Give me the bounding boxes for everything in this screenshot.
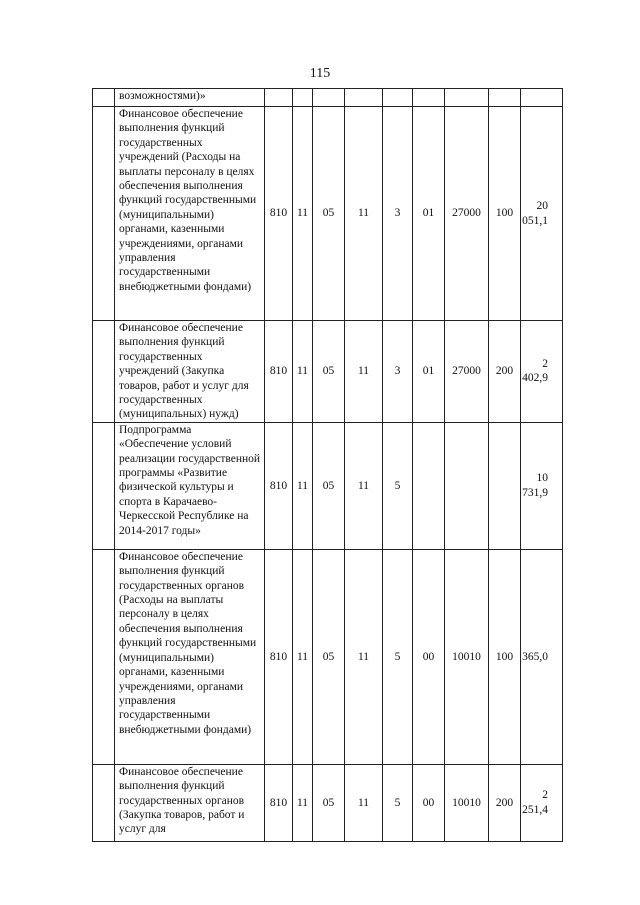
direction-cell bbox=[445, 422, 489, 549]
sum-cell: 20 051,1 bbox=[521, 107, 563, 321]
page-number: 115 bbox=[309, 66, 331, 81]
measure-cell: 00 bbox=[413, 549, 445, 764]
row-name: возможностями)» bbox=[115, 89, 265, 107]
program-cell: 11 bbox=[345, 422, 383, 549]
code-cell bbox=[265, 89, 293, 107]
code-cell: 810 bbox=[265, 107, 293, 321]
measure-cell: 01 bbox=[413, 107, 445, 321]
subsection-cell: 05 bbox=[313, 107, 345, 321]
table-row bbox=[93, 89, 563, 107]
code-cell: 810 bbox=[265, 321, 293, 423]
row-name: Финансовое обеспечение выполнения функций государственных органов (Расходы на выплаты персоналу в целях обеспечения выполнения функций государственными (муниципальными) органами, казенными учреждениями, органами управления государственными внебюджетными фондами) bbox=[115, 549, 265, 764]
row-name: Финансовое обеспечение выполнения функций государственных учреждений (Расходы на выплаты персоналу в целях обеспечения выполнения функций государственными (муниципальными) органами, казенными учреждениями, органами управления государственными внебюджетными фондами) bbox=[115, 107, 265, 321]
exp-type-cell: 100 bbox=[489, 549, 521, 764]
sum-cell: 10 731,9 bbox=[521, 422, 563, 549]
subprogram-cell: 5 bbox=[383, 549, 413, 764]
blank-cell bbox=[93, 422, 115, 549]
program-cell: 11 bbox=[345, 764, 383, 841]
subprogram-cell bbox=[383, 89, 413, 107]
section-cell: 11 bbox=[293, 321, 313, 423]
subprogram-cell: 3 bbox=[383, 321, 413, 423]
direction-cell bbox=[445, 89, 489, 107]
section-cell: 11 bbox=[293, 549, 313, 764]
code-cell: 810 bbox=[265, 764, 293, 841]
subsection-cell: 05 bbox=[313, 764, 345, 841]
direction-cell: 27000 bbox=[445, 107, 489, 321]
code-cell: 810 bbox=[265, 549, 293, 764]
exp-type-cell bbox=[489, 422, 521, 549]
row-name: Подпрограмма «Обеспечение условий реализации государственной программы «Развитие физической культуры и спорта в Карачаево-Черкесской Республике на 2014-2017 годы» bbox=[115, 422, 265, 549]
row-name: Финансовое обеспечение выполнения функций государственных органов (Закупка товаров, работ и услуг для bbox=[115, 764, 265, 841]
sum-cell bbox=[521, 89, 563, 107]
exp-type-cell: 100 bbox=[489, 107, 521, 321]
measure-cell bbox=[413, 422, 445, 549]
subsection-cell bbox=[313, 89, 345, 107]
direction-cell: 27000 bbox=[445, 321, 489, 423]
direction-cell: 10010 bbox=[445, 764, 489, 841]
blank-cell bbox=[93, 549, 115, 764]
exp-type-cell: 200 bbox=[489, 764, 521, 841]
subprogram-cell: 3 bbox=[383, 107, 413, 321]
subprogram-cell: 5 bbox=[383, 422, 413, 549]
table-row bbox=[93, 321, 563, 423]
blank-cell bbox=[93, 89, 115, 107]
table-row bbox=[93, 422, 563, 549]
measure-cell: 01 bbox=[413, 321, 445, 423]
program-cell: 11 bbox=[345, 107, 383, 321]
blank-cell bbox=[93, 107, 115, 321]
measure-cell bbox=[413, 89, 445, 107]
sum-cell: 2 402,9 bbox=[521, 321, 563, 423]
section-cell bbox=[293, 89, 313, 107]
table-row bbox=[93, 107, 563, 321]
program-cell: 11 bbox=[345, 549, 383, 764]
subsection-cell: 05 bbox=[313, 549, 345, 764]
subsection-cell: 05 bbox=[313, 321, 345, 423]
exp-type-cell: 200 bbox=[489, 321, 521, 423]
sum-cell: 2 251,4 bbox=[521, 764, 563, 841]
blank-cell bbox=[93, 764, 115, 841]
row-name: Финансовое обеспечение выполнения функций государственных учреждений (Закупка товаров, работ и услуг для государственных (муниципальных) нужд) bbox=[115, 321, 265, 423]
direction-cell: 10010 bbox=[445, 549, 489, 764]
blank-cell bbox=[93, 321, 115, 423]
exp-type-cell bbox=[489, 89, 521, 107]
subprogram-cell: 5 bbox=[383, 764, 413, 841]
measure-cell: 00 bbox=[413, 764, 445, 841]
program-cell: 11 bbox=[345, 321, 383, 423]
section-cell: 11 bbox=[293, 107, 313, 321]
program-cell bbox=[345, 89, 383, 107]
budget-table bbox=[92, 88, 563, 842]
table-row bbox=[93, 549, 563, 764]
sum-cell: 365,0 bbox=[521, 549, 563, 764]
section-cell: 11 bbox=[293, 764, 313, 841]
section-cell: 11 bbox=[293, 422, 313, 549]
code-cell: 810 bbox=[265, 422, 293, 549]
subsection-cell: 05 bbox=[313, 422, 345, 549]
table-row bbox=[93, 764, 563, 841]
